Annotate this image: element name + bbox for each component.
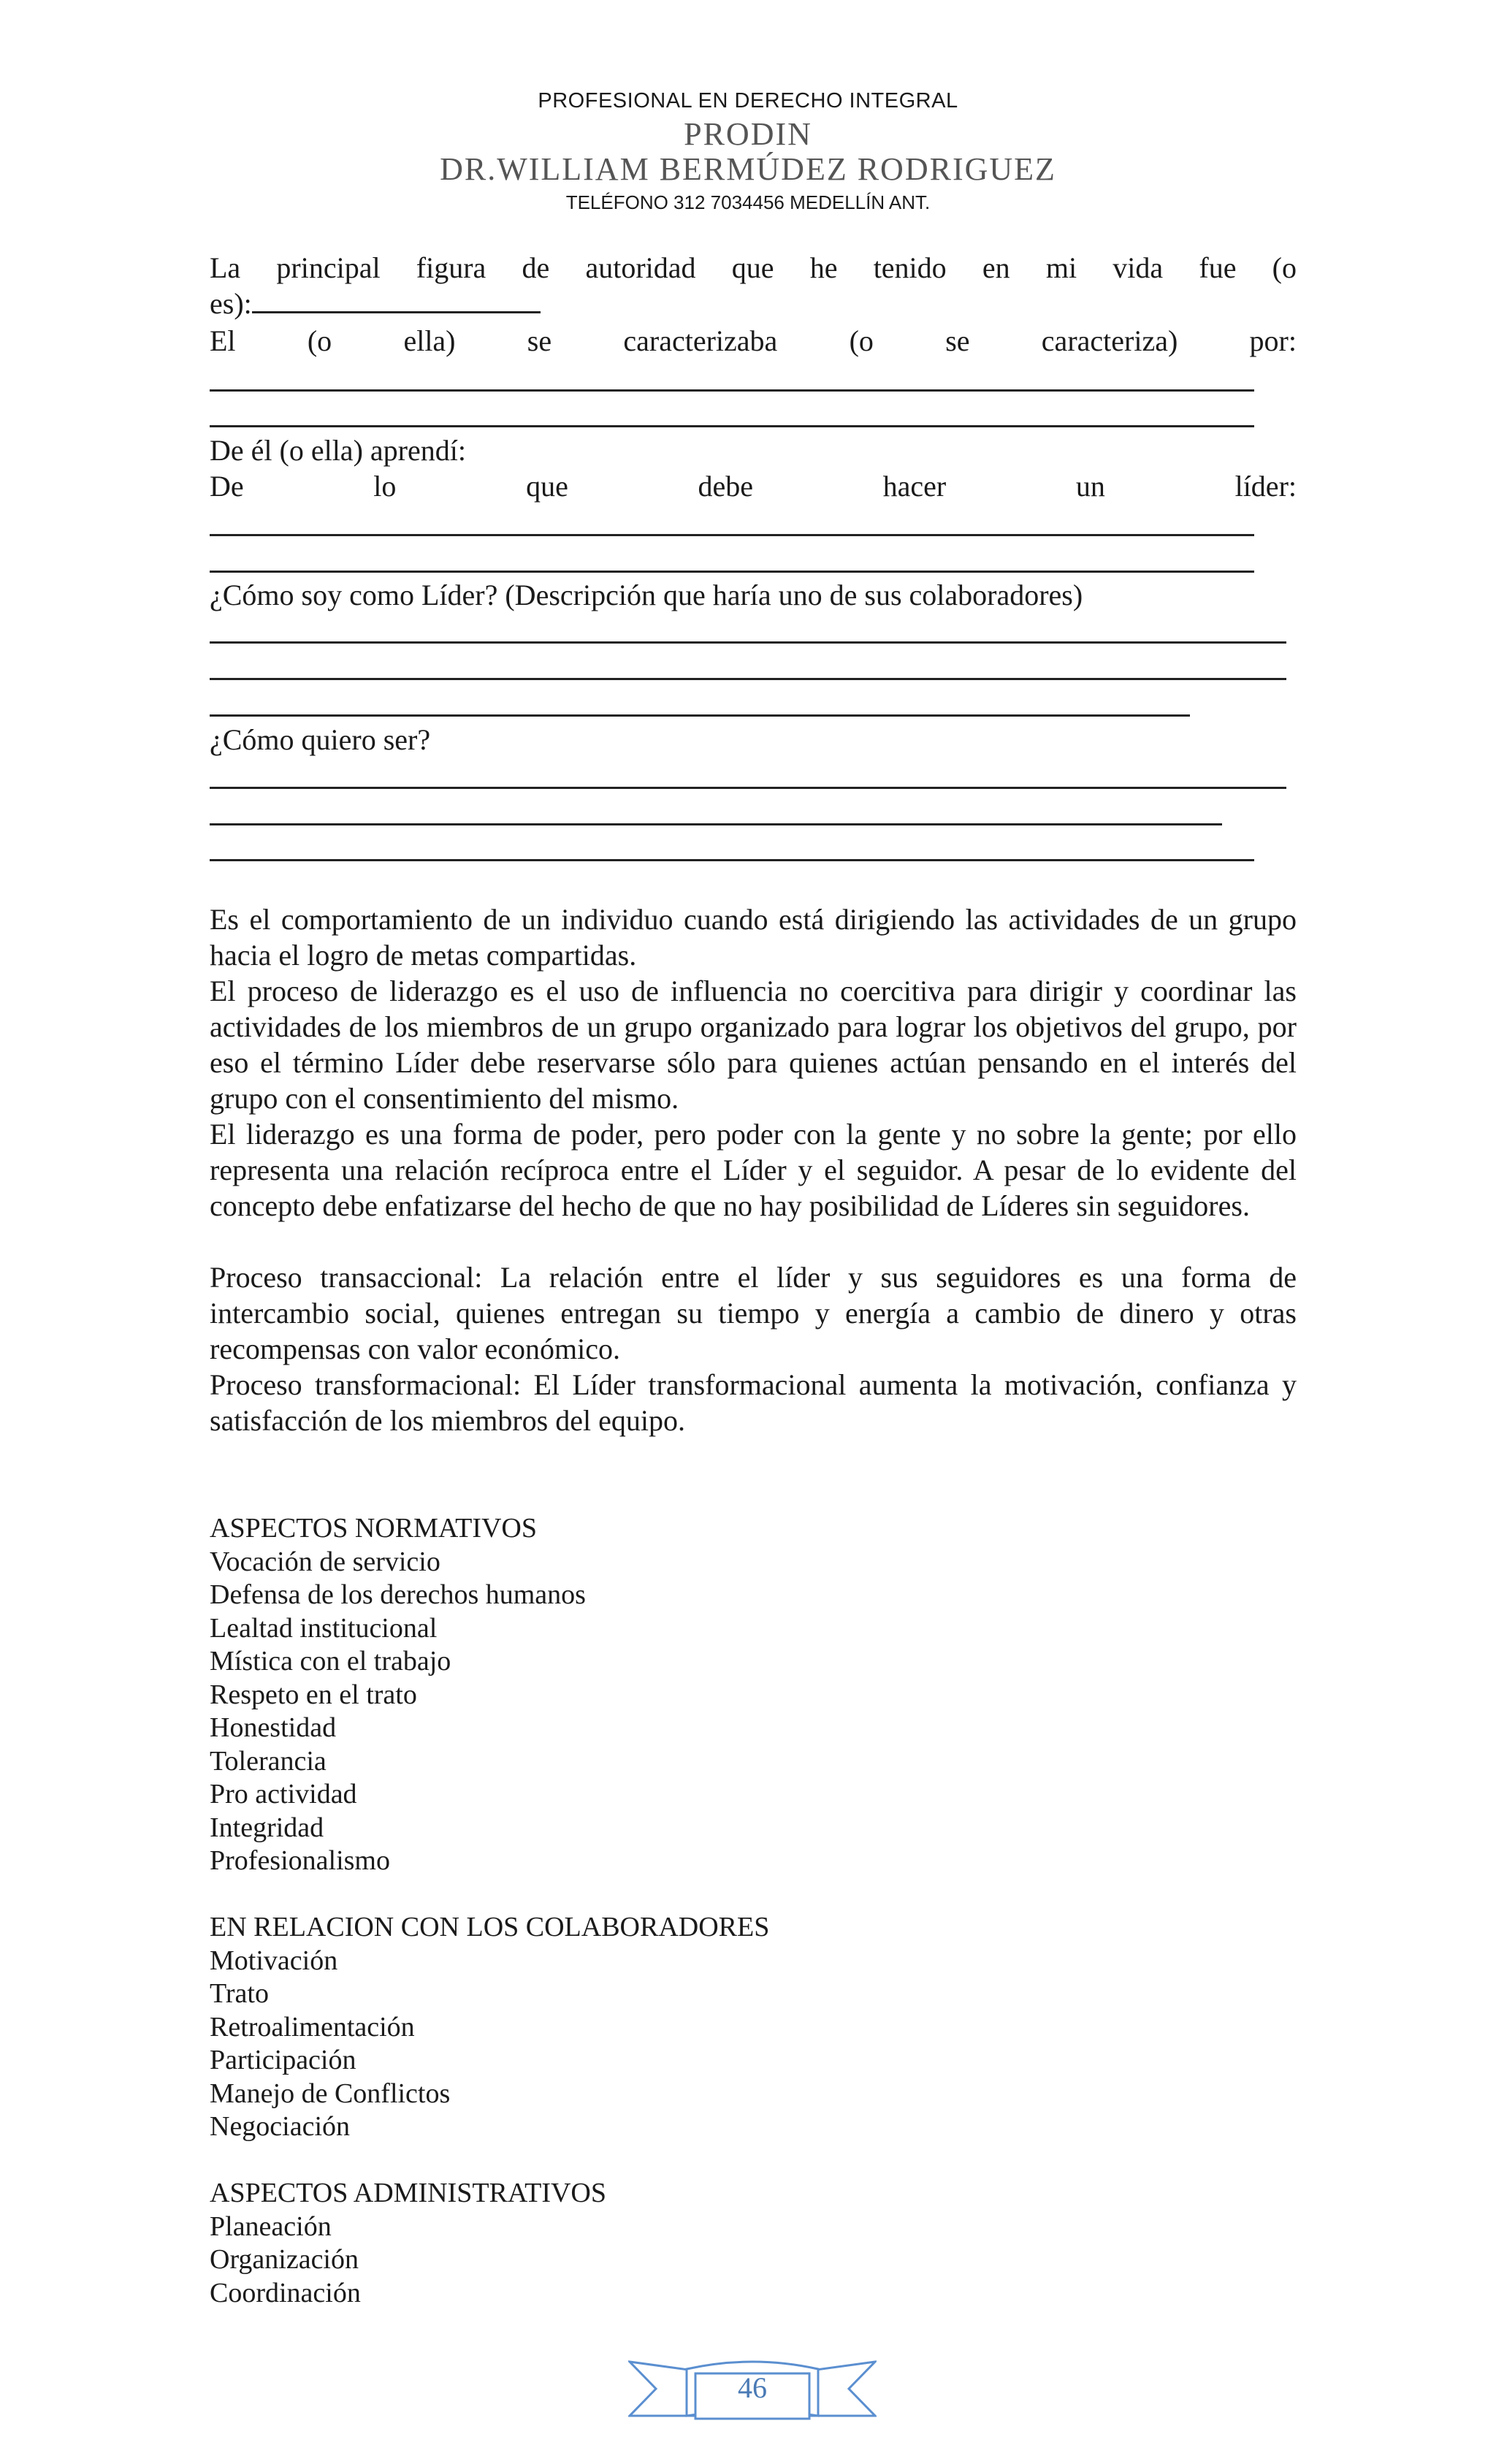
answer-line[interactable] bbox=[210, 641, 1286, 644]
heading-administrative-aspects: ASPECTOS ADMINISTRATIVOS bbox=[210, 2178, 607, 2208]
list-item: Motivación bbox=[210, 1945, 338, 1976]
list-item: Vocación de servicio bbox=[210, 1546, 440, 1577]
answer-line[interactable] bbox=[210, 787, 1286, 789]
list-item: Organización bbox=[210, 2244, 359, 2275]
list-item: Mística con el trabajo bbox=[210, 1646, 451, 1677]
answer-line[interactable] bbox=[210, 425, 1254, 427]
list-item: Profesionalismo bbox=[210, 1845, 390, 1876]
question-authority-figure: La principal figura de autoridad que he tenido en mi vida fue (o bbox=[210, 251, 1297, 284]
list-item: Manejo de Conflictos bbox=[210, 2078, 451, 2109]
paragraph-power: El liderazgo es una forma de poder, pero poder con la gente y no sobre la gente; por ello representa una relación recíproca entre el Líder y el seguidor. A pesar de lo evidente del concepto debe enfatizarse del hecho de que no hay posibilidad de Líderes sin seguidores. bbox=[210, 1118, 1297, 1222]
question-how-am-i-leader: ¿Cómo soy como Líder? (Descripción que haría uno de sus colaboradores) bbox=[210, 579, 1083, 611]
answer-line[interactable] bbox=[210, 859, 1254, 861]
question-what-leader-does: De lo que debe hacer un líder: bbox=[210, 470, 1297, 503]
answer-line[interactable] bbox=[210, 823, 1222, 825]
list-item: Tolerancia bbox=[210, 1745, 327, 1777]
list-item: Integridad bbox=[210, 1812, 324, 1843]
paragraph-transformational: Proceso transformacional: El Líder transformacional aumenta la motivación, confianza y satisfacción de los miembros del equipo. bbox=[210, 1368, 1297, 1437]
answer-line[interactable] bbox=[210, 534, 1254, 536]
question-characterized-by: El (o ella) se caracterizaba (o se caracteriza) por: bbox=[210, 324, 1297, 357]
aspects-lists bbox=[210, 1512, 1297, 2310]
paragraph-transactional: Proceso transaccional: La relación entre el líder y sus seguidores es una forma de intercambio social, quienes entregan su tiempo y energía a cambio de dinero y otras recompensas con valor económico. bbox=[210, 1261, 1297, 1365]
list-item: Participación bbox=[210, 2045, 356, 2075]
list-item: Coordinación bbox=[210, 2277, 361, 2308]
list-item: Pro actividad bbox=[210, 1779, 357, 1809]
list-item: Defensa de los derechos humanos bbox=[210, 1579, 586, 1610]
question-how-want-to-be: ¿Cómo quiero ser? bbox=[210, 723, 431, 756]
paragraph-process: El proceso de liderazgo es el uso de influencia no coercitiva para dirigir y coordinar las actividades de los miembros de un grupo organizado para lograr los objetivos del grupo, por eso el término Líder debe reservarse sólo para quienes actúan pensando en el interés del grupo con el consentimiento del mismo. bbox=[210, 974, 1297, 1115]
answer-line[interactable] bbox=[210, 389, 1254, 392]
list-item: Trato bbox=[210, 1978, 269, 2009]
page-number: 46 bbox=[738, 2371, 767, 2404]
heading-collaborators: EN RELACION CON LOS COLABORADORES bbox=[210, 1912, 770, 1942]
answer-line[interactable] bbox=[210, 678, 1286, 680]
list-item: Negociación bbox=[210, 2111, 351, 2142]
header-phone: TELÉFONO 312 7034456 MEDELLÍN ANT. bbox=[565, 191, 931, 213]
header-doctor-name: DR.WILLIAM BERMÚDEZ RODRIGUEZ bbox=[440, 151, 1056, 187]
answer-line[interactable] bbox=[210, 571, 1254, 573]
answer-line[interactable] bbox=[210, 714, 1190, 717]
list-item: Planeación bbox=[210, 2211, 332, 2242]
body-text bbox=[210, 901, 1297, 1438]
question-learned: De él (o ella) aprendí: bbox=[210, 434, 466, 467]
question-authority-figure-es: es): bbox=[210, 287, 252, 320]
list-item: Respeto en el trato bbox=[210, 1679, 417, 1710]
answer-blank-authority[interactable] bbox=[252, 286, 541, 313]
list-item: Lealtad institucional bbox=[210, 1612, 438, 1644]
header-firm-line: PROFESIONAL EN DERECHO INTEGRAL bbox=[538, 89, 958, 112]
list-item: Honestidad bbox=[210, 1712, 337, 1743]
header-brand: PRODIN bbox=[684, 116, 812, 152]
list-item: Retroalimentación bbox=[210, 2011, 415, 2042]
paragraph-definition: Es el comportamiento de un individuo cuando está dirigiendo las actividades de un grupo hacia el logro de metas compartidas. bbox=[210, 903, 1297, 972]
heading-normative-aspects: ASPECTOS NORMATIVOS bbox=[210, 1513, 538, 1544]
question-authority-figure-cont bbox=[210, 286, 1297, 321]
